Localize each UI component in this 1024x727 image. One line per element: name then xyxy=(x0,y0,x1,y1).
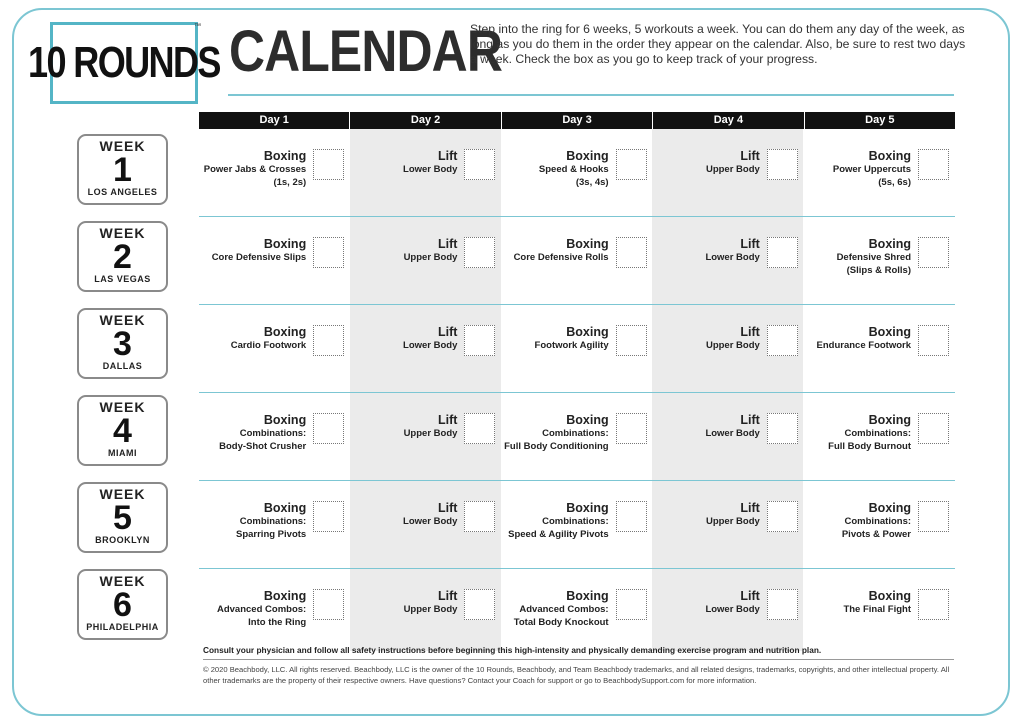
week-row xyxy=(199,481,955,569)
week-number: 1 xyxy=(113,151,132,189)
week-city: LAS VEGAS xyxy=(94,274,151,284)
day-header: Day 5 xyxy=(805,112,955,129)
progress-checkbox[interactable] xyxy=(616,325,647,356)
workout-name: Total Body Knockout xyxy=(513,617,609,628)
workout-type: Boxing xyxy=(263,149,307,163)
progress-checkbox[interactable] xyxy=(767,501,798,532)
week-number: 5 xyxy=(113,499,132,537)
logo-text: 10 ROUNDS xyxy=(28,38,220,87)
workout-text xyxy=(219,413,306,453)
workout-text xyxy=(404,413,458,440)
workout-cell xyxy=(199,569,350,656)
legal-text: © 2020 Beachbody, LLC. All rights reserved. Beachbody, LLC is the owner of the 10 Rounds, Beachbody, and Team Beachbody trademarks, and all related designs, trademarks, copyrights, and other intellectual property. All other trademarks are the property of their respective owners. Have questions? Contact your Coach for support or go to BeachbodySupport.com for more information. xyxy=(203,665,950,685)
week-city: DALLAS xyxy=(102,361,143,371)
workout-text xyxy=(403,149,457,176)
workout-cell xyxy=(199,217,350,304)
workout-cell xyxy=(653,393,804,480)
workout-name: Upper Body xyxy=(403,428,458,439)
workout-name: Combinations: xyxy=(542,428,609,439)
workout-name: Speed & Agility Pivots xyxy=(508,529,609,540)
week-city: PHILADELPHIA xyxy=(86,622,159,632)
logo-trademark: ™ xyxy=(194,23,201,30)
workout-text xyxy=(706,325,760,352)
week-row xyxy=(199,569,955,656)
progress-checkbox[interactable] xyxy=(918,589,949,620)
day-header: Day 1 xyxy=(199,112,350,129)
week-label: WEEK xyxy=(99,399,146,415)
week-badge xyxy=(77,221,168,292)
workout-cell xyxy=(199,393,350,480)
week-number: 2 xyxy=(113,238,132,276)
workout-text xyxy=(817,325,911,352)
week-city: LOS ANGELES xyxy=(87,187,158,197)
workout-name: Lower Body xyxy=(403,164,458,175)
workout-name: Advanced Combos: xyxy=(216,604,307,615)
intro-text: Step into the ring for 6 weeks, 5 workouts a week. You can do them any day of the week, as long as you do them in the order they appear on the calendar. Also, be sure to rest two days a week. Check the box as you go to keep track of your progress. xyxy=(470,22,966,66)
week-badge xyxy=(77,569,168,640)
week-label: WEEK xyxy=(99,225,146,241)
workout-type: Lift xyxy=(437,413,458,427)
week-label: WEEK xyxy=(99,486,146,502)
workout-type: Boxing xyxy=(263,501,307,515)
week-number: 4 xyxy=(113,412,132,450)
workout-name: Lower Body xyxy=(705,428,760,439)
ten-rounds-logo xyxy=(28,22,220,104)
progress-checkbox[interactable] xyxy=(464,325,495,356)
workout-type: Boxing xyxy=(566,501,609,515)
workout-name: (1s, 2s) xyxy=(273,177,307,188)
workout-type: Lift xyxy=(740,589,760,603)
page-title: CALENDAR xyxy=(229,19,502,84)
workout-name: Combinations: xyxy=(239,516,307,527)
workout-cell xyxy=(501,129,652,216)
workout-name: Combinations: xyxy=(844,516,912,527)
workout-name: Upper Body xyxy=(705,340,760,351)
workout-text xyxy=(508,501,608,541)
workout-cell xyxy=(199,129,350,216)
day-header-row xyxy=(199,112,955,129)
workout-cell xyxy=(653,217,804,304)
workout-type: Boxing xyxy=(263,237,307,251)
workout-name: Power Uppercuts xyxy=(832,164,912,175)
progress-checkbox[interactable] xyxy=(918,501,949,532)
workout-text xyxy=(833,149,911,189)
workout-cell xyxy=(199,305,350,392)
workout-cell xyxy=(804,129,955,216)
workout-type: Lift xyxy=(740,501,760,515)
workout-cell xyxy=(653,569,804,656)
progress-checkbox[interactable] xyxy=(464,149,495,180)
workout-text xyxy=(837,237,911,277)
workout-text xyxy=(705,237,759,264)
workout-type: Boxing xyxy=(868,149,912,163)
workout-text xyxy=(204,149,306,189)
workout-name: Cardio Footwork xyxy=(230,340,307,351)
workout-text xyxy=(403,501,457,528)
workout-type: Lift xyxy=(740,149,760,163)
workout-name: Lower Body xyxy=(403,340,458,351)
progress-checkbox[interactable] xyxy=(616,501,647,532)
progress-checkbox[interactable] xyxy=(313,237,344,268)
progress-checkbox[interactable] xyxy=(464,413,495,444)
workout-text xyxy=(514,589,609,629)
workout-name: Body-Shot Crusher xyxy=(219,441,307,452)
workout-text xyxy=(404,237,458,264)
workout-cell xyxy=(501,217,652,304)
week-row xyxy=(199,305,955,393)
workout-text xyxy=(535,325,609,352)
week-city: MIAMI xyxy=(108,448,137,458)
workout-text xyxy=(842,501,911,541)
week-label: WEEK xyxy=(99,573,146,589)
week-badge xyxy=(77,395,168,466)
workout-cell xyxy=(653,481,804,568)
workout-cell xyxy=(199,481,350,568)
workout-cell xyxy=(501,305,652,392)
week-badge xyxy=(77,308,168,379)
workout-name: Defensive Shred xyxy=(836,252,912,263)
workout-type: Boxing xyxy=(566,149,609,163)
safety-notice: Consult your physician and follow all safety instructions before beginning this high-intensity and physically demanding exercise program and nutrition plan. xyxy=(203,645,822,655)
workout-name: Full Body Burnout xyxy=(828,441,912,452)
progress-checkbox[interactable] xyxy=(313,413,344,444)
workout-name: Lower Body xyxy=(403,516,458,527)
workout-text xyxy=(539,149,609,189)
workout-type: Boxing xyxy=(263,325,307,339)
workout-type: Lift xyxy=(740,325,760,339)
workout-name: Power Jabs & Crosses xyxy=(203,164,307,175)
progress-checkbox[interactable] xyxy=(767,149,798,180)
workout-type: Boxing xyxy=(566,413,609,427)
workout-name: The Final Fight xyxy=(843,604,912,615)
workout-cell xyxy=(804,569,955,656)
progress-checkbox[interactable] xyxy=(464,589,495,620)
progress-checkbox[interactable] xyxy=(918,237,949,268)
workout-name: (3s, 4s) xyxy=(575,177,609,188)
workout-type: Boxing xyxy=(868,589,912,603)
week-badge xyxy=(77,482,168,553)
workout-text xyxy=(236,501,306,541)
workout-text xyxy=(212,237,307,264)
workout-type: Lift xyxy=(437,237,458,251)
workout-cell xyxy=(804,393,955,480)
workout-type: Boxing xyxy=(566,589,609,603)
workout-cell xyxy=(804,305,955,392)
workout-cell xyxy=(350,305,501,392)
progress-checkbox[interactable] xyxy=(767,589,798,620)
day-header: Day 2 xyxy=(350,112,501,129)
workout-type: Boxing xyxy=(868,501,912,515)
workout-name: (Slips & Rolls) xyxy=(846,265,912,276)
workout-name: Lower Body xyxy=(705,604,760,615)
workout-type: Lift xyxy=(437,501,458,515)
workout-type: Boxing xyxy=(566,325,609,339)
progress-checkbox[interactable] xyxy=(464,237,495,268)
workout-cell xyxy=(350,393,501,480)
workout-name: Combinations: xyxy=(542,516,609,527)
workout-name: Into the Ring xyxy=(248,617,307,628)
workout-cell xyxy=(350,481,501,568)
workout-type: Boxing xyxy=(868,325,912,339)
week-badge xyxy=(77,134,168,205)
workout-name: Combinations: xyxy=(844,428,912,439)
workout-cell xyxy=(350,217,501,304)
workout-name: Upper Body xyxy=(403,252,458,263)
workout-type: Lift xyxy=(437,589,458,603)
workout-text xyxy=(706,501,760,528)
workout-cell xyxy=(501,569,652,656)
workout-cell xyxy=(804,217,955,304)
workout-text xyxy=(705,413,759,440)
workout-cell xyxy=(350,569,501,656)
week-number: 3 xyxy=(113,325,132,363)
week-label: WEEK xyxy=(99,312,146,328)
workout-name: Upper Body xyxy=(403,604,458,615)
week-number: 6 xyxy=(113,586,132,624)
workout-name: Pivots & Power xyxy=(841,529,912,540)
progress-checkbox[interactable] xyxy=(767,413,798,444)
footer-divider xyxy=(203,659,954,660)
workout-cell xyxy=(501,393,652,480)
workout-text xyxy=(705,589,759,616)
progress-checkbox[interactable] xyxy=(767,237,798,268)
week-row xyxy=(199,393,955,481)
day-header: Day 4 xyxy=(653,112,804,129)
calendar-grid xyxy=(199,112,955,656)
workout-name: Upper Body xyxy=(705,164,760,175)
progress-checkbox[interactable] xyxy=(918,149,949,180)
workout-text xyxy=(843,589,911,616)
workout-text xyxy=(217,589,306,629)
day-header: Day 3 xyxy=(502,112,653,129)
progress-checkbox[interactable] xyxy=(464,501,495,532)
progress-checkbox[interactable] xyxy=(616,149,647,180)
progress-checkbox[interactable] xyxy=(313,149,344,180)
workout-name: (5s, 6s) xyxy=(878,177,912,188)
workout-text xyxy=(231,325,306,352)
workout-type: Boxing xyxy=(263,589,307,603)
workout-name: Footwork Agility xyxy=(534,340,609,351)
workout-type: Boxing xyxy=(566,237,609,251)
workout-type: Boxing xyxy=(263,413,307,427)
workout-cell xyxy=(653,129,804,216)
progress-checkbox[interactable] xyxy=(918,413,949,444)
workout-name: Core Defensive Rolls xyxy=(513,252,609,263)
week-row xyxy=(199,217,955,305)
progress-checkbox[interactable] xyxy=(616,589,647,620)
workout-type: Lift xyxy=(740,237,760,251)
workout-text xyxy=(504,413,608,453)
workout-text xyxy=(403,325,457,352)
workout-name: Core Defensive Slips xyxy=(211,252,307,263)
workout-name: Speed & Hooks xyxy=(538,164,609,175)
workout-cell xyxy=(350,129,501,216)
workout-type: Lift xyxy=(740,413,760,427)
progress-checkbox[interactable] xyxy=(313,589,344,620)
workout-type: Lift xyxy=(437,325,458,339)
progress-checkbox[interactable] xyxy=(313,325,344,356)
workout-type: Boxing xyxy=(868,413,912,427)
header-divider xyxy=(228,94,954,96)
workout-cell xyxy=(653,305,804,392)
week-city: BROOKLYN xyxy=(95,535,150,545)
progress-checkbox[interactable] xyxy=(767,325,798,356)
workout-name: Advanced Combos: xyxy=(519,604,609,615)
workout-text xyxy=(828,413,911,453)
workout-name: Endurance Footwork xyxy=(816,340,912,351)
workout-name: Upper Body xyxy=(705,516,760,527)
workout-type: Lift xyxy=(437,149,458,163)
progress-checkbox[interactable] xyxy=(616,237,647,268)
workout-type: Boxing xyxy=(868,237,912,251)
workout-name: Full Body Conditioning xyxy=(504,441,609,452)
progress-checkbox[interactable] xyxy=(313,501,344,532)
workout-text xyxy=(404,589,458,616)
week-row xyxy=(199,129,955,217)
workout-name: Lower Body xyxy=(705,252,760,263)
workout-text xyxy=(706,149,760,176)
week-label: WEEK xyxy=(99,138,146,154)
progress-checkbox[interactable] xyxy=(918,325,949,356)
workout-cell xyxy=(804,481,955,568)
workout-cell xyxy=(501,481,652,568)
workout-text xyxy=(514,237,609,264)
progress-checkbox[interactable] xyxy=(616,413,647,444)
workout-name: Sparring Pivots xyxy=(235,529,307,540)
workout-name: Combinations: xyxy=(239,428,307,439)
